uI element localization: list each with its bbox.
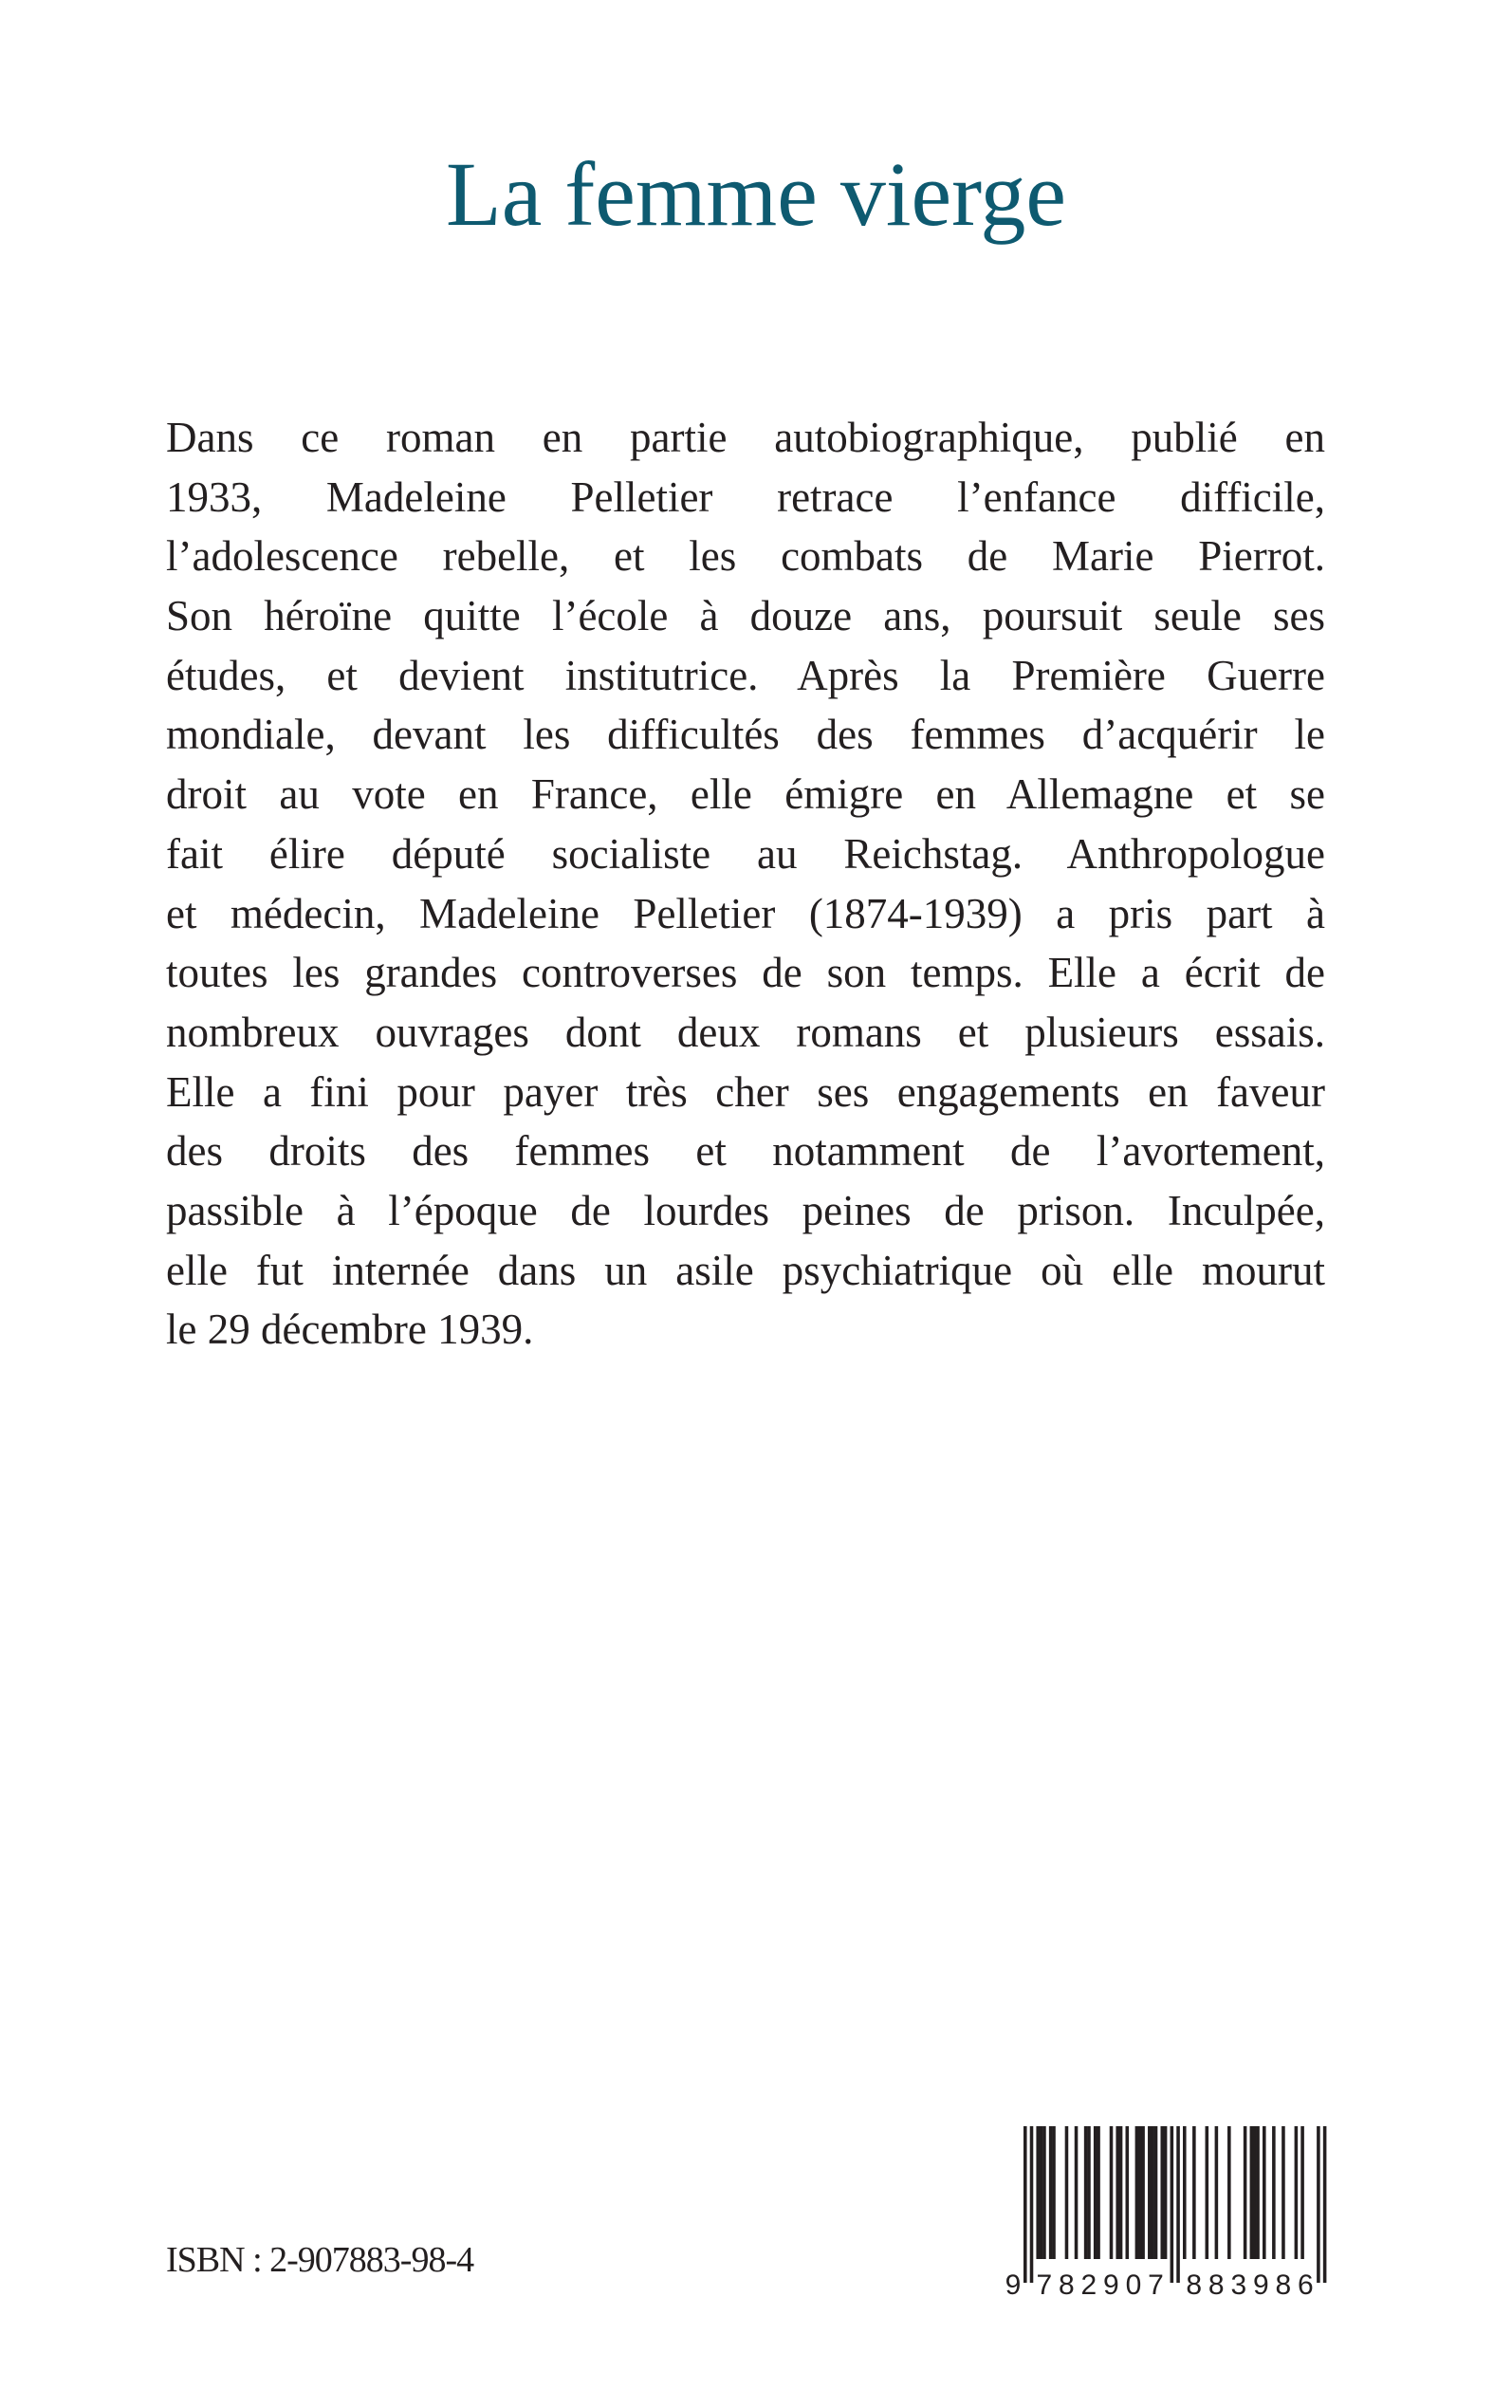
barcode-bar xyxy=(1075,2126,1079,2259)
barcode-bar xyxy=(1227,2126,1231,2259)
barcode-bar xyxy=(1253,2126,1257,2259)
blurb-line: 1933, Madeleine Pelletier retrace l’enfance difficile, xyxy=(166,472,1325,521)
barcode-digit: 8 xyxy=(1186,2269,1203,2301)
blurb-line: Son héroïne quitte l’école à douze ans, poursuit seule ses xyxy=(166,592,1325,640)
barcode-bar xyxy=(1154,2126,1158,2259)
blurb-line: passible à l’époque de lourdes peines de prison. Inculpée, xyxy=(166,1186,1325,1234)
barcode-bar xyxy=(1183,2126,1187,2259)
barcode-bar xyxy=(1030,2126,1034,2283)
blurb-line: elle fut internée dans un asile psychiatrique où elle mourut xyxy=(166,1246,1325,1294)
barcode-bar xyxy=(1282,2126,1285,2259)
barcode-bar xyxy=(1097,2126,1100,2259)
barcode-bar xyxy=(1087,2126,1091,2259)
barcode-bar xyxy=(1023,2126,1027,2283)
barcode-bar xyxy=(1065,2126,1069,2259)
barcode-bar xyxy=(1263,2126,1266,2259)
barcode-digit: 9 xyxy=(1103,2269,1119,2301)
barcode-digit: 2 xyxy=(1080,2269,1097,2301)
barcode-bar xyxy=(1192,2126,1196,2259)
barcode-bar xyxy=(1164,2126,1168,2259)
book-title: La femme vierge xyxy=(446,143,1066,245)
blurb-line: toutes les grandes controverses de son temps. Elle a écrit de xyxy=(166,949,1325,997)
barcode-bar xyxy=(1256,2126,1260,2259)
barcode-digit: 6 xyxy=(1298,2269,1314,2301)
barcode-bar xyxy=(1176,2126,1180,2283)
barcode-bar xyxy=(1295,2126,1299,2259)
barcode-bar xyxy=(1160,2126,1164,2259)
barcode-digit: 0 xyxy=(1125,2269,1142,2301)
barcode-bar xyxy=(1084,2126,1088,2259)
barcode-bar xyxy=(1300,2126,1304,2259)
barcode-bar xyxy=(1135,2126,1139,2259)
barcode-bar xyxy=(1317,2126,1320,2283)
blurb-line: fait élire député socialiste au Reichstag. Anthropologue xyxy=(166,829,1325,878)
barcode-bar xyxy=(1171,2126,1174,2283)
barcode-bar xyxy=(1110,2126,1114,2259)
barcode-bar xyxy=(1141,2126,1145,2259)
barcode-bar xyxy=(1272,2126,1276,2259)
barcode-bar xyxy=(1244,2126,1247,2259)
barcode-digit: 8 xyxy=(1275,2269,1292,2301)
barcode-digit: 8 xyxy=(1059,2269,1075,2301)
barcode-digit: 7 xyxy=(1148,2269,1164,2301)
blurb-line: des droits des femmes et notamment de l’avortement, xyxy=(166,1127,1325,1176)
barcode-bar xyxy=(1094,2126,1097,2259)
barcode-bar xyxy=(1148,2126,1152,2259)
back-cover-blurb xyxy=(166,408,1325,1360)
blurb-line: le 29 décembre 1939. xyxy=(166,1306,534,1354)
barcode-bar xyxy=(1119,2126,1123,2259)
blurb-line: Elle a fini pour payer très cher ses engagements en faveur xyxy=(166,1067,1325,1116)
blurb-line: études, et devient institutrice. Après la Première Guerre xyxy=(166,651,1325,699)
barcode-bar xyxy=(1151,2126,1154,2259)
barcode-bar xyxy=(1052,2126,1056,2259)
blurb-line: droit au vote en France, elle émigre en Allemagne et se xyxy=(166,770,1325,819)
blurb-line: nombreux ouvrages dont deux romans et plusieurs essais. xyxy=(166,1008,1325,1056)
ean13-barcode xyxy=(1005,2121,1333,2311)
barcode-digit: 3 xyxy=(1230,2269,1247,2301)
barcode-digit: 9 xyxy=(1252,2269,1269,2301)
barcode-bar xyxy=(1126,2126,1130,2259)
barcode-bar xyxy=(1036,2126,1040,2259)
barcode-bar xyxy=(1250,2126,1254,2259)
barcode-digit: 9 xyxy=(1005,2269,1022,2301)
barcode-bar xyxy=(1116,2126,1119,2259)
barcode-bar xyxy=(1049,2126,1053,2259)
blurb-line: et médecin, Madeleine Pelletier (1874-1939) a pris part à xyxy=(166,889,1325,937)
barcode-bar xyxy=(1323,2126,1327,2283)
barcode-bar xyxy=(1138,2126,1142,2259)
barcode-bar xyxy=(1042,2126,1046,2259)
barcode-digit: 7 xyxy=(1036,2269,1053,2301)
barcode-bar xyxy=(1040,2126,1043,2259)
blurb-line: l’adolescence rebelle, et les combats de Marie Pierrot. xyxy=(166,532,1325,581)
barcode-bar xyxy=(1215,2126,1219,2259)
barcode-bar xyxy=(1206,2126,1209,2259)
isbn-label: ISBN : 2-907883-98-4 xyxy=(166,2240,474,2280)
blurb-line: Dans ce roman en partie autobiographique, publié en xyxy=(166,414,1325,461)
blurb-line: mondiale, devant les difficultés des femmes d’acquérir le xyxy=(166,711,1325,759)
barcode-digit: 8 xyxy=(1208,2269,1225,2301)
